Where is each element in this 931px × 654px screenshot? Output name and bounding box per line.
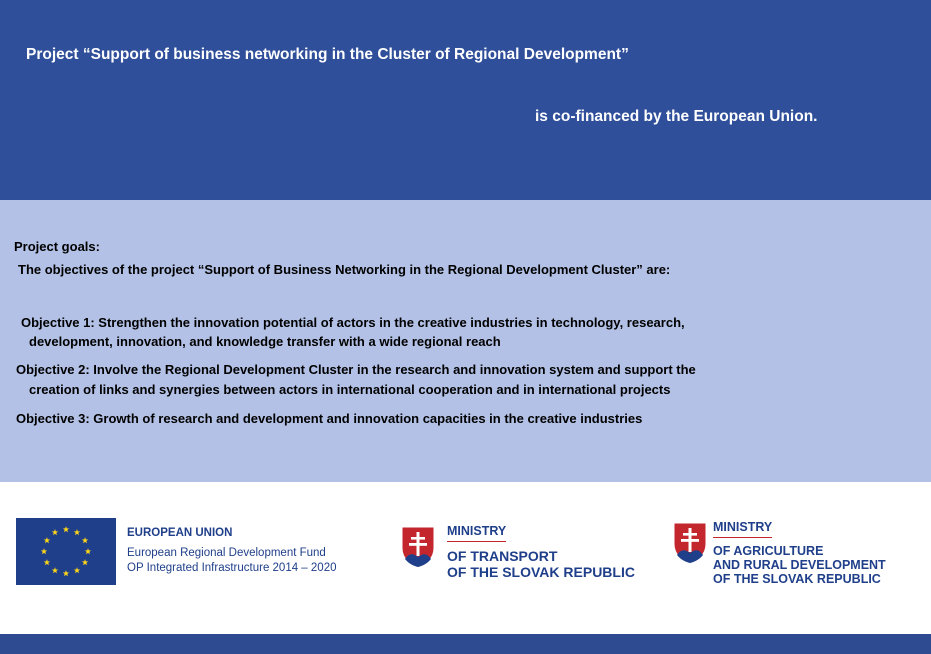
agriculture-line3: OF THE SLOVAK REPUBLIC (713, 572, 881, 586)
footer-bar (0, 634, 931, 654)
objective-2-line1: Objective 2: Involve the Regional Development Cluster in the research and innovation system and support the (16, 362, 696, 377)
agriculture-ministry-text (713, 520, 886, 586)
transport-line1: OF TRANSPORT (447, 548, 558, 564)
eu-fund: European Regional Development Fund (127, 547, 326, 559)
header-banner (0, 0, 931, 200)
eu-logo-text (127, 526, 336, 576)
agriculture-heading: MINISTRY (713, 520, 772, 538)
transport-ministry-text (447, 524, 635, 580)
transport-heading: MINISTRY (447, 524, 506, 542)
objective-2-line2: creation of links and synergies between actors in international cooperation and in international projects (29, 382, 671, 397)
eu-flag-icon (16, 518, 116, 585)
transport-line2: OF THE SLOVAK REPUBLIC (447, 564, 635, 580)
objective-3-line1: Objective 3: Growth of research and development and innovation capacities in the creative industries (16, 411, 643, 426)
goals-section (0, 200, 931, 482)
objective-1-line2: development, innovation, and knowledge transfer with a wide regional reach (29, 334, 501, 349)
agriculture-line1: OF AGRICULTURE (713, 544, 824, 558)
agriculture-line2: AND RURAL DEVELOPMENT (713, 558, 886, 572)
goals-heading: Project goals: (14, 239, 100, 254)
cofinance-statement: is co-financed by the European Union. (535, 108, 818, 125)
eu-programme: OP Integrated Infrastructure 2014 – 2020 (127, 562, 337, 574)
slovak-coat-of-arms-icon (673, 522, 707, 564)
project-title: Project “Support of business networking in the Cluster of Regional Development” (26, 46, 629, 63)
slovak-coat-of-arms-icon (401, 526, 435, 568)
eu-title: EUROPEAN UNION (127, 527, 233, 539)
goals-intro: The objectives of the project “Support of Business Networking in the Regional Development Cluster” are: (18, 262, 671, 277)
objective-1-line1: Objective 1: Strengthen the innovation potential of actors in the creative industries in technology, research, (21, 315, 685, 330)
